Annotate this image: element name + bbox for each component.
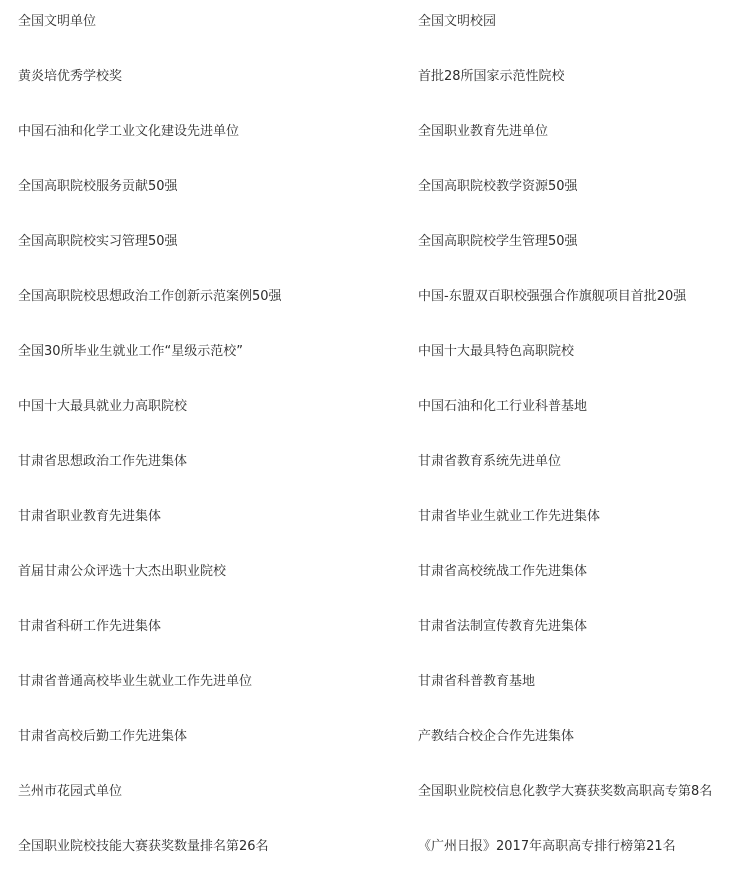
honor-row xyxy=(0,275,742,330)
honor-item: 甘肃省科研工作先进集体 xyxy=(18,619,162,634)
honor-item: 全国文明单位 xyxy=(18,14,97,29)
honor-row xyxy=(0,495,742,550)
honor-row xyxy=(0,770,742,825)
honor-item: 全国高职院校教学资源50强 xyxy=(418,179,578,194)
honor-row xyxy=(0,660,742,715)
honor-item: 兰州市花园式单位 xyxy=(18,784,123,799)
honor-item: 甘肃省高校后勤工作先进集体 xyxy=(18,729,188,744)
honor-item: 中国十大最具就业力高职院校 xyxy=(18,399,188,414)
honor-item: 首届甘肃公众评选十大杰出职业院校 xyxy=(18,564,227,579)
honor-item: 产教结合校企合作先进集体 xyxy=(418,729,575,744)
honor-item: 甘肃省思想政治工作先进集体 xyxy=(18,454,188,469)
honor-item: 甘肃省普通高校毕业生就业工作先进单位 xyxy=(18,674,253,689)
honor-row xyxy=(0,825,742,880)
honor-item: 中国石油和化工行业科普基地 xyxy=(418,399,588,414)
honor-item: 中国十大最具特色高职院校 xyxy=(418,344,575,359)
honor-item: 甘肃省法制宣传教育先进集体 xyxy=(418,619,588,634)
honor-item: 甘肃省高校统战工作先进集体 xyxy=(418,564,588,579)
honor-row xyxy=(0,385,742,440)
honor-item: 中国石油和化学工业文化建设先进单位 xyxy=(18,124,240,139)
honor-item: 全国职业教育先进单位 xyxy=(418,124,549,139)
honor-row xyxy=(0,55,742,110)
honor-row xyxy=(0,440,742,495)
honor-item: 全国职业院校信息化教学大赛获奖数高职高专第8名 xyxy=(418,784,713,799)
honor-row xyxy=(0,110,742,165)
honor-item: 全国文明校园 xyxy=(418,14,497,29)
honor-item: 黄炎培优秀学校奖 xyxy=(18,69,123,84)
honor-item: 全国高职院校实习管理50强 xyxy=(18,234,178,249)
honor-item: 甘肃省教育系统先进单位 xyxy=(418,454,562,469)
honor-item: 首批28所国家示范性院校 xyxy=(418,69,565,84)
honor-row xyxy=(0,330,742,385)
honor-item: 甘肃省职业教育先进集体 xyxy=(18,509,162,524)
honor-item: 甘肃省科普教育基地 xyxy=(418,674,536,689)
honor-row xyxy=(0,605,742,660)
honor-item: 全国职业院校技能大赛获奖数量排名第26名 xyxy=(18,839,269,854)
honor-item: 全国30所毕业生就业工作“星级示范校” xyxy=(18,344,244,359)
honor-row xyxy=(0,550,742,605)
honor-row xyxy=(0,165,742,220)
honor-item: 《广州日报》2017年高职高专排行榜第21名 xyxy=(418,839,676,854)
honor-item: 全国高职院校思想政治工作创新示范案例50强 xyxy=(18,289,282,304)
honor-row xyxy=(0,220,742,275)
honor-item: 全国高职院校服务贡献50强 xyxy=(18,179,178,194)
honor-item: 甘肃省毕业生就业工作先进集体 xyxy=(418,509,601,524)
honor-row xyxy=(0,0,742,55)
honor-row xyxy=(0,715,742,770)
honor-item: 全国高职院校学生管理50强 xyxy=(418,234,578,249)
honor-item: 中国-东盟双百职校强强合作旗舰项目首批20强 xyxy=(418,289,687,304)
